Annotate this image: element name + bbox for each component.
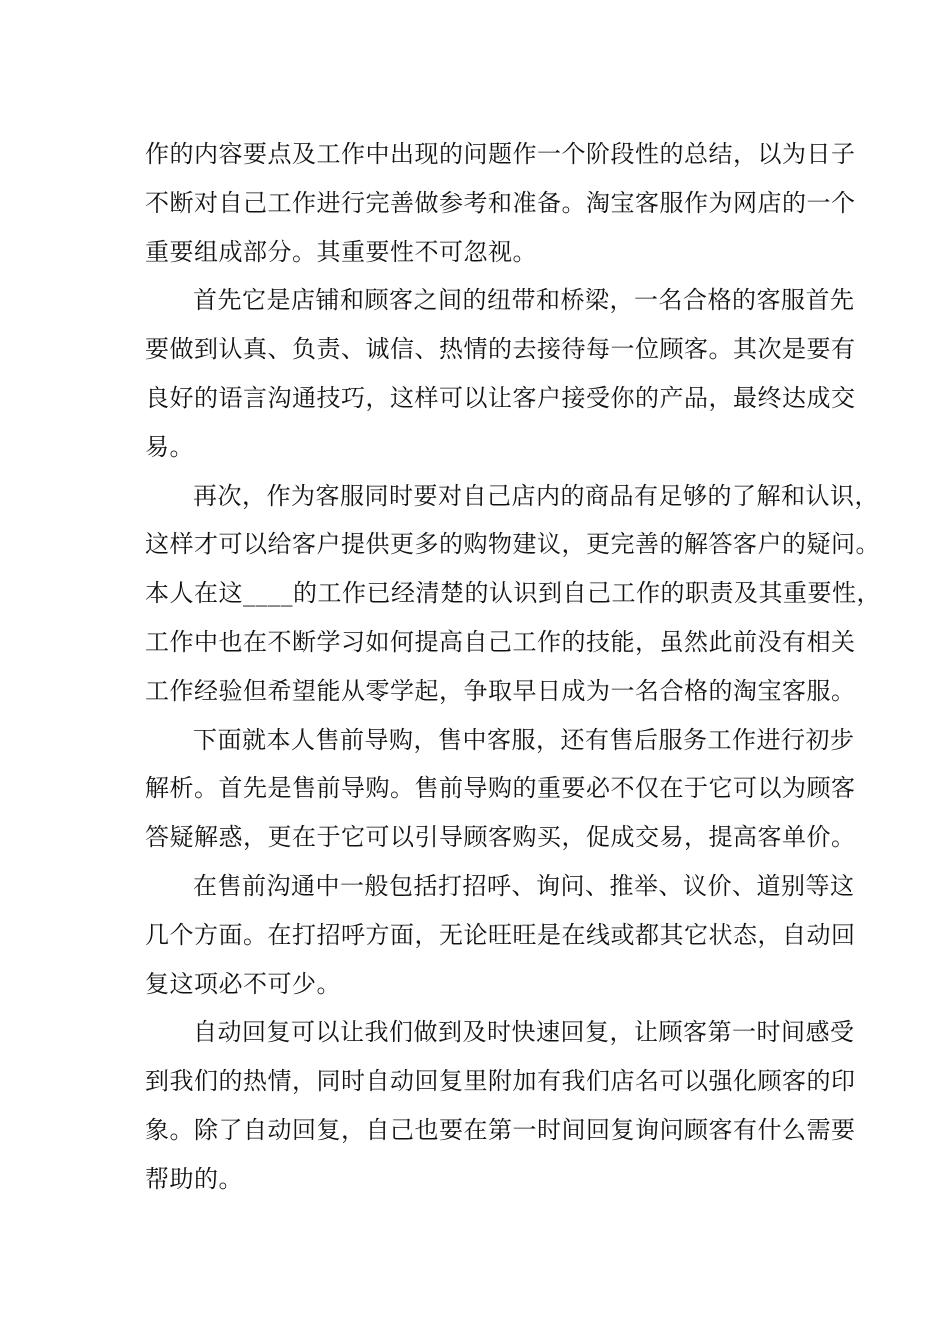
- text-line: 重要组成部分。其重要性不可忽视。: [145, 237, 537, 266]
- text-line: 几个方面。在打招呼方面，无论旺旺是在线或都其它状态，自动回: [145, 920, 856, 949]
- text-line: 作的内容要点及工作中出现的问题作一个阶段性的总结，以为日子: [145, 140, 856, 168]
- text-line: 这样才可以给客户提供更多的购物建议，更完善的解答客户的疑问。: [145, 530, 880, 559]
- text-line: 到我们的热情，同时自动回复里附加有我们店名可以强化顾客的印: [145, 1067, 856, 1096]
- text-line: 良好的语言沟通技巧，这样可以让客户接受你的产品，最终达成交: [145, 383, 856, 412]
- text-line: 象。除了自动回复，自己也要在第一时间回复询问顾客有什么需要: [145, 1115, 856, 1144]
- paragraph-first-line: 首先它是店铺和顾客之间的纽带和桥梁，一名合格的客服首先: [193, 286, 855, 315]
- text-line: 本人在这____的工作已经清楚的认识到自己工作的职责及其重要性，: [145, 579, 881, 608]
- text-line: 解析。首先是售前导购。售前导购的重要必不仅在于它可以为顾客: [145, 774, 856, 803]
- text-line: 要做到认真、负责、诚信、热情的去接待每一位顾客。其次是要有: [145, 335, 856, 364]
- text-line: 复这项必不可少。: [145, 969, 341, 998]
- paragraph-first-line: 在售前沟通中一般包括打招呼、询问、推举、议价、道别等这: [193, 871, 855, 900]
- text-line: 不断对自己工作进行完善做参考和准备。淘宝客服作为网店的一个: [145, 188, 856, 217]
- text-line: 答疑解惑，更在于它可以引导顾客购买，促成交易，提高客单价。: [145, 823, 856, 852]
- text-line: 易。: [145, 432, 194, 461]
- document-body: [145, 130, 881, 1204]
- text-line: 工作中也在不断学习如何提高自己工作的技能，虽然此前没有相关: [145, 627, 856, 656]
- paragraph-first-line: 自动回复可以让我们做到及时快速回复，让顾客第一时间感受: [193, 1018, 855, 1047]
- text-line: 工作经验但希望能从零学起，争取早日成为一名合格的淘宝客服。: [145, 676, 856, 705]
- paragraph-first-line: 再次，作为客服同时要对自己店内的商品有足够的了解和认识，: [193, 481, 879, 510]
- text-line: 帮助的。: [145, 1164, 243, 1193]
- paragraph-first-line: 下面就本人售前导购，售中客服，还有售后服务工作进行初步: [193, 725, 855, 754]
